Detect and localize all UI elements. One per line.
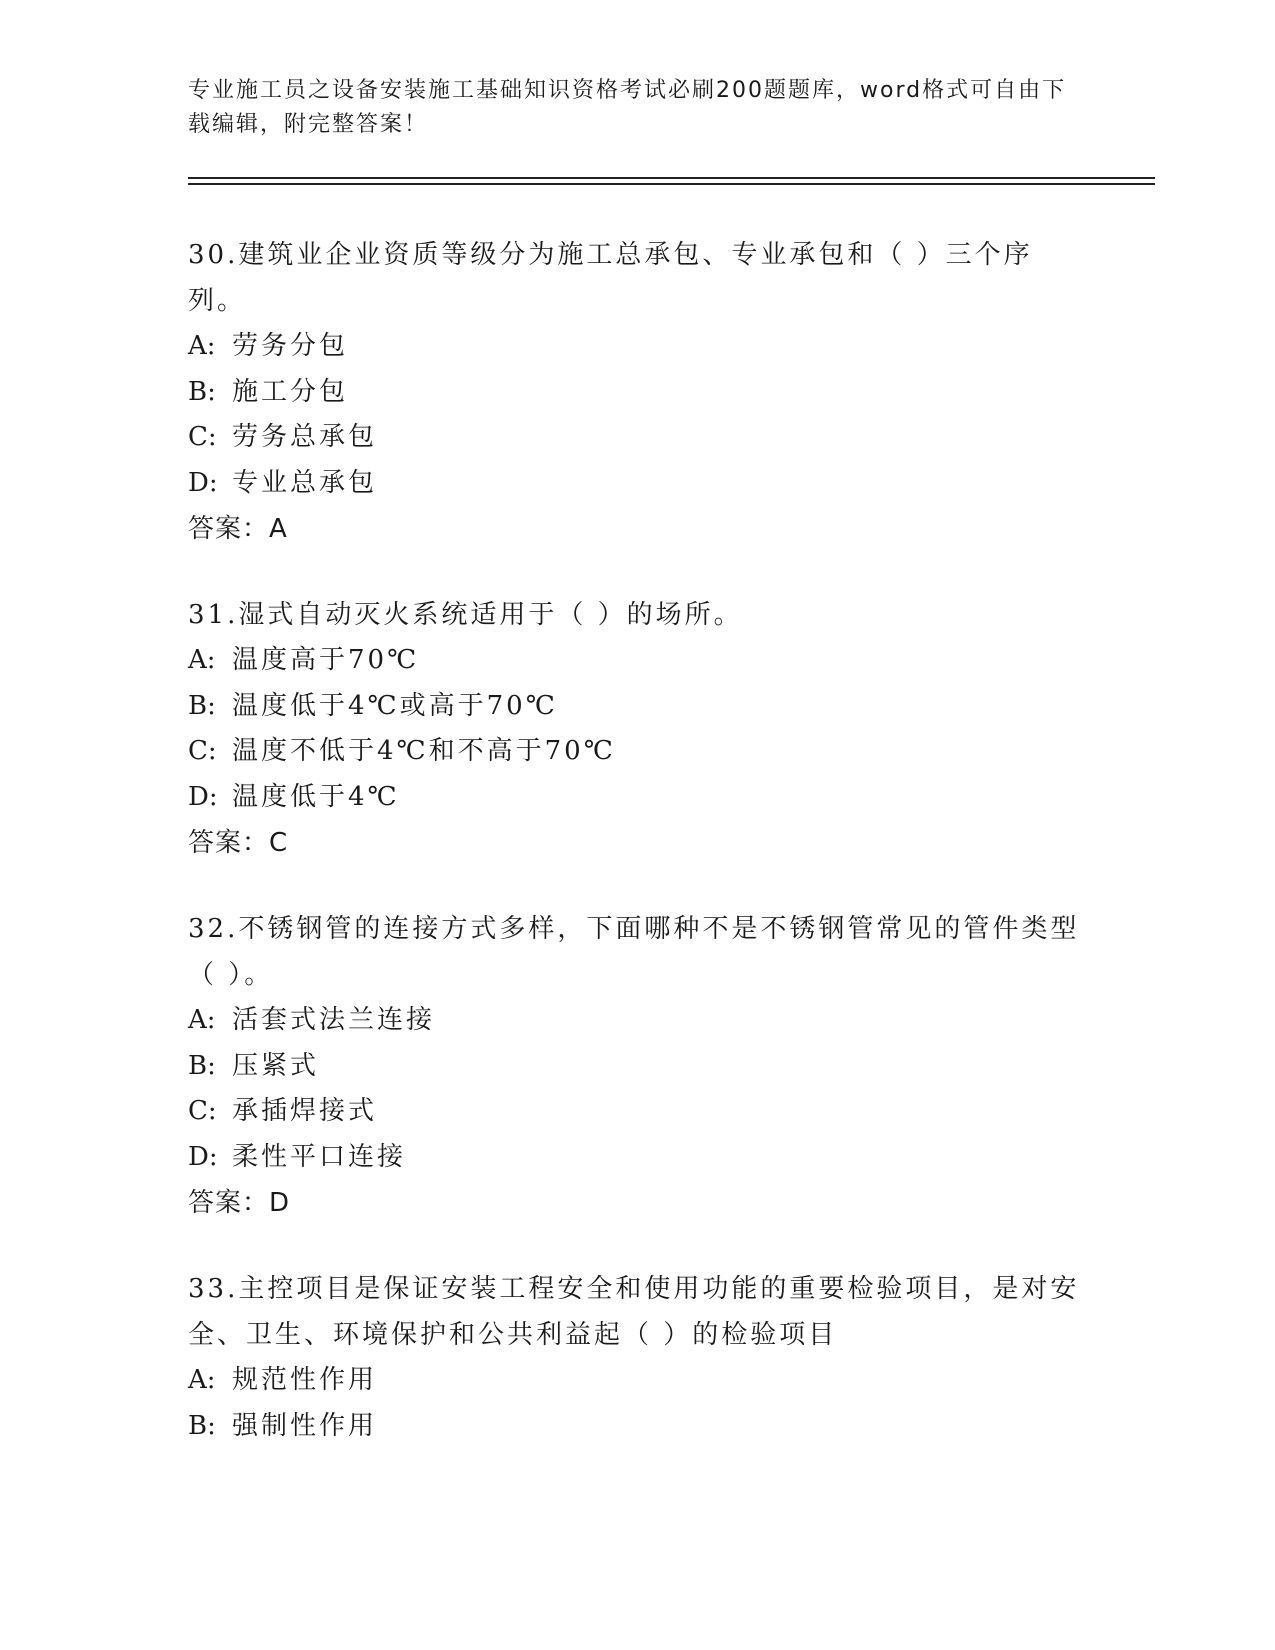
option-key: B:	[188, 690, 216, 721]
question-text: 32.不锈钢管的连接方式多样，下面哪种不是不锈钢管常见的管件类型（ ）。	[188, 914, 1080, 990]
header-divider-top	[188, 177, 1155, 179]
question-text: 31.湿式自动灭火系统适用于（ ）的场所。	[188, 600, 743, 630]
option-key: A:	[188, 1005, 216, 1035]
option-d	[188, 775, 1088, 821]
option-text: 规范性作用	[232, 1365, 378, 1395]
option-a	[188, 324, 1088, 370]
option-key: A:	[188, 331, 216, 361]
option-b	[188, 1044, 1088, 1090]
option-text: 温度低于4℃	[232, 781, 400, 812]
option-key: C:	[188, 422, 217, 452]
option-key: D:	[188, 1141, 218, 1172]
option-b	[188, 1404, 1088, 1450]
question-text: 30.建筑业企业资质等级分为施工总承包、专业承包和（ ）三个序列。	[188, 240, 1033, 316]
option-key: C:	[188, 736, 217, 766]
question-30	[188, 232, 1088, 552]
option-text: 温度低于4℃或高于70℃	[232, 690, 558, 721]
option-c	[188, 729, 1088, 775]
option-text: 专业总承包	[232, 467, 378, 498]
option-key: D:	[188, 781, 218, 812]
option-b	[188, 684, 1088, 730]
option-a	[188, 1358, 1088, 1404]
option-c	[188, 415, 1088, 461]
question-32	[188, 906, 1088, 1226]
option-key: B:	[188, 376, 216, 407]
question-text: 33.主控项目是保证安装工程安全和使用功能的重要检验项目，是对安全、卫生、环境保护和公共利益起（ ）的检验项目	[188, 1274, 1080, 1350]
option-text: 温度不低于4℃和不高于70℃	[232, 736, 616, 766]
option-text: 活套式法兰连接	[232, 1005, 436, 1035]
question-31	[188, 592, 1088, 866]
option-text: 劳务总承包	[232, 422, 378, 452]
option-text: 强制性作用	[232, 1410, 378, 1441]
option-a	[188, 998, 1088, 1044]
option-text: 施工分包	[232, 376, 349, 407]
option-text: 温度高于70℃	[232, 645, 420, 675]
answer-line: 答案：A	[188, 514, 288, 544]
option-d	[188, 461, 1088, 507]
option-key: D:	[188, 467, 218, 498]
option-b	[188, 370, 1088, 416]
option-key: A:	[188, 645, 216, 675]
header-divider-bottom	[188, 183, 1155, 185]
document-header: 专业施工员之设备安装施工基础知识资格考试必刷200题题库，word格式可自由下载编辑，附完整答案！	[188, 78, 1067, 137]
option-key: A:	[188, 1365, 216, 1395]
option-text: 劳务分包	[232, 331, 349, 361]
option-key: C:	[188, 1096, 217, 1126]
option-c	[188, 1089, 1088, 1135]
option-key: B:	[188, 1050, 216, 1081]
option-text: 压紧式	[232, 1050, 320, 1081]
answer-line: 答案：C	[188, 828, 289, 858]
option-d	[188, 1135, 1088, 1181]
option-text: 承插焊接式	[232, 1096, 378, 1126]
option-a	[188, 638, 1088, 684]
question-33	[188, 1266, 1088, 1449]
option-key: B:	[188, 1410, 216, 1441]
question-list	[188, 232, 1088, 1489]
option-text: 柔性平口连接	[232, 1141, 407, 1172]
answer-line: 答案：D	[188, 1188, 291, 1218]
